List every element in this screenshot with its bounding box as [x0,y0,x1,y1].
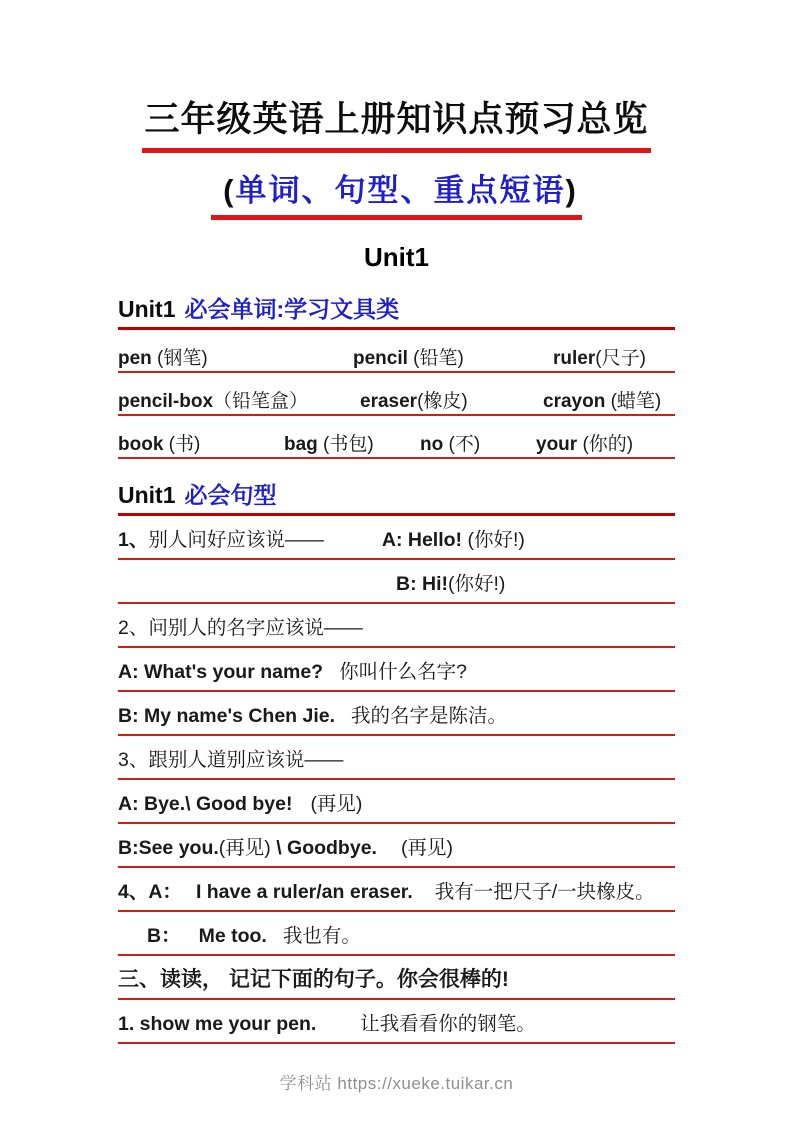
sentence-chinese: (你好!) [462,529,525,551]
sentence-row-9 [118,879,675,912]
vocab-word: pencil [353,348,408,369]
vocab-row [118,429,675,459]
sentence-english: A: Bye.\ Good bye! [118,793,293,815]
sentence-row-2 [118,571,675,604]
subtitle-paren-open: ( [223,173,236,208]
sentence-english: I have a ruler/an eraser. [195,881,413,903]
vocab-word: pencil-box [118,391,214,412]
section-heading-patterns [118,477,675,516]
section-words-prefix: Unit1 [118,296,176,322]
sentence-chinese: 我有一把尺子/一块橡皮。 [434,881,655,903]
vocab-item [553,343,646,370]
sentence-chinese: (再见) [218,837,271,859]
section-words-label: 必会单词:学习文具类 [184,296,400,322]
spacer [292,809,310,810]
sentence-chinese: 3、跟别人道别应该说—— [118,749,344,771]
vocab-translation: (书包) [317,434,374,455]
vocab-item [118,386,308,413]
vocab-row [118,386,675,416]
sentence-chinese: 别人问好应该说—— [148,529,324,551]
vocab-translation: (书) [163,434,201,455]
sentence-english: \ Goodbye. [270,837,377,859]
sentence-english: B:See you. [118,837,219,859]
sentence-row-6 [118,747,675,780]
vocab-translation: (不) [443,434,481,455]
sentence-english: B: My name's Chen Jie. [118,705,336,727]
vocab-word: pen [118,348,152,369]
sentence-chinese: (再见) [310,793,363,815]
spacer [377,853,401,854]
vocab-item [543,386,661,413]
spacer [323,677,339,678]
vocab-item [284,429,374,456]
sentence-english: Me too. [198,925,267,947]
vocab-word: book [118,434,164,455]
sentence-chinese: 你叫什么名字? [339,661,467,683]
read-heading-text: 三、读读， 记记下面的句子。你会很棒的! [118,968,509,991]
content-column [118,291,675,1044]
page-subtitle-text [211,165,582,220]
section-heading-words [118,291,675,330]
vocab-translation: （铅笔盒） [213,391,309,412]
sentence-number: B： [147,925,181,947]
header-block [0,0,793,273]
vocab-translation: (橡皮) [417,391,468,412]
vocab-translation: (钢笔) [151,348,208,369]
vocab-word: bag [284,434,318,455]
sentence-row-8 [118,835,675,868]
spacer [324,545,382,546]
sentence-chinese: (你好!) [448,573,506,595]
spacer [181,941,199,942]
spacer [267,941,283,942]
vocab-word: ruler [553,348,596,369]
vocab-item [118,429,200,456]
sentence-chinese: 让我看看你的钢笔。 [360,1013,536,1035]
sentence-english: B: Hi! [396,573,448,595]
sentence-english: A: What's your name? [118,661,324,683]
section-heading-read [118,967,675,1000]
sentence-chinese: 2、问别人的名字应该说—— [118,617,363,639]
vocab-translation: (蜡笔) [605,391,662,412]
page-subtitle [0,165,793,220]
sentence-chinese: 我的名字是陈洁。 [351,705,508,727]
vocab-word: no [420,434,444,455]
spacer [413,897,435,898]
sentence-row-12 [118,1011,675,1044]
vocab-item [118,343,208,370]
section-patterns-label: 必会句型 [184,482,277,508]
vocab-row [118,343,675,373]
sentence-chinese: (再见) [400,837,453,859]
spacer [316,1029,360,1030]
vocab-translation: (尺子) [595,348,646,369]
sentence-row-10 [118,923,675,956]
vocab-word: eraser [360,391,418,412]
subtitle-keywords: 单词、句型、重点短语 [235,173,566,208]
vocab-translation: (你的) [577,434,634,455]
section-patterns-prefix: Unit1 [118,482,176,508]
page-title [0,92,793,153]
sentence-row-1 [118,527,675,560]
unit-heading: Unit1 [364,242,429,272]
subtitle-paren-close: ) [565,173,578,208]
vocab-item [536,429,633,456]
vocab-translation: (铅笔) [407,348,464,369]
vocab-item [420,429,480,456]
sentence-row-7 [118,791,675,824]
sentence-number: 4、A： [118,881,182,903]
sentence-english: A: Hello! [381,529,463,551]
spacer [182,897,196,898]
spacer [118,589,396,590]
vocab-word: crayon [543,391,606,412]
spacer [118,941,147,942]
sentence-chinese: 我也有。 [282,925,361,947]
sentence-english: 1. show me your pen. [118,1013,317,1035]
page-title-text: 三年级英语上册知识点预习总览 [142,92,650,153]
sentence-number: 1、 [118,529,149,551]
sentence-row-4 [118,659,675,692]
sentence-row-5 [118,703,675,736]
vocab-item [353,343,464,370]
sentence-row-3 [118,615,675,648]
vocab-word: your [536,434,578,455]
vocab-item [360,386,468,413]
spacer [335,721,351,722]
footer-watermark [0,1069,793,1094]
footer-site-text: 学科站 https://xueke.tuikar.cn [279,1074,514,1093]
